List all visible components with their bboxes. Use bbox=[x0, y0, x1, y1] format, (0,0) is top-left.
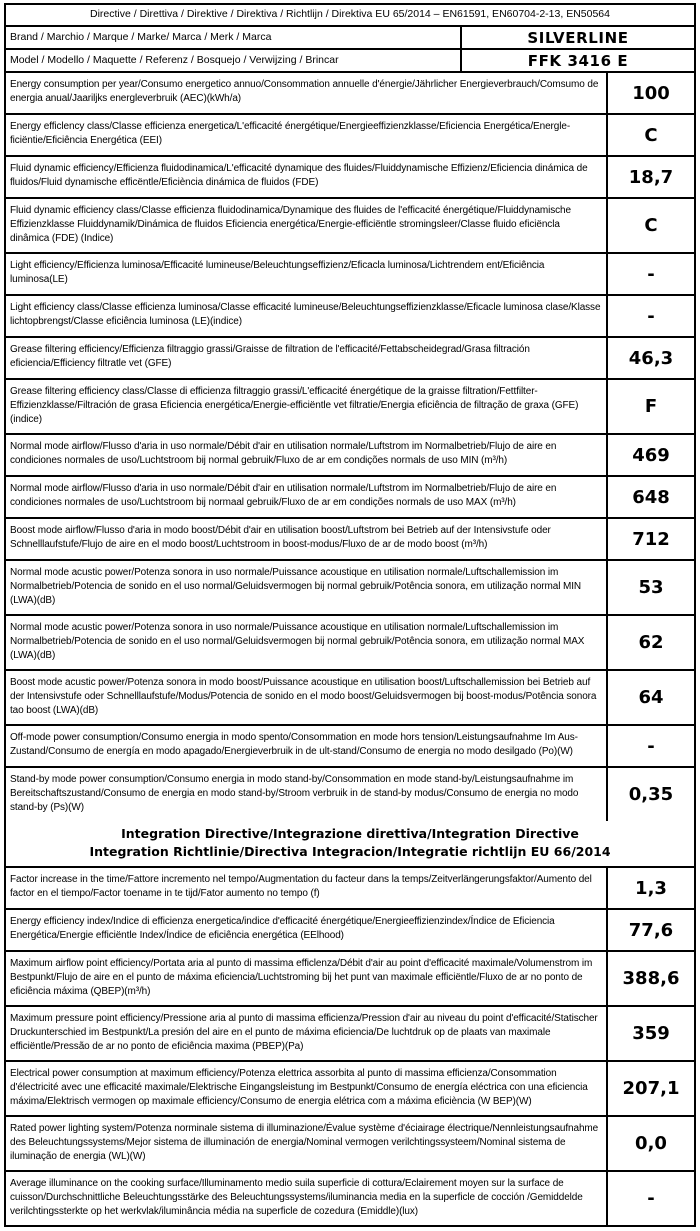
spec-value: 359 bbox=[632, 1023, 670, 1044]
spec-value: 469 bbox=[632, 444, 670, 466]
spec-label: Stand-by mode power consumption/Consumo energia in modo stand-by/Consommation en mode stand-by/Leistungsaufnahme im Bereitschaftszustand/Consumo de energia en modo stand-by/Stroom verbruik in de stand-by modus/Consumo de energia no modo stand-by (Ps)(W) bbox=[6, 768, 608, 821]
spec-value: 64 bbox=[638, 687, 664, 708]
spec-label: Grease filtering efficiency class/Classe di efficienza filtraggio grassi/L'efficacité énergétique de la graisse filtration/Fettfilter-Effizienzklasse/Filtración de grasa Eficiencia energética/Energie-efficiëntle vet filtratie/Energia eficiência de filtração de graxa (GFE)(indice) bbox=[6, 380, 608, 433]
spec-value: 207,1 bbox=[622, 1078, 680, 1099]
spec-value: 62 bbox=[638, 632, 664, 653]
spec-row bbox=[6, 616, 694, 671]
spec-row bbox=[6, 1007, 694, 1062]
integration-line2: Integration Richtlinie/Directiva Integracion/Integratie richtlijn EU 66/2014 bbox=[89, 844, 611, 859]
spec-value: 388,6 bbox=[622, 968, 680, 989]
spec-label: Maximum airflow point efficiency/Portata aria al punto di massima efficlenza/Débit d'air au point d'efficacité maximale/Volumenstrom im Bestpunkt/Flujo de aire en el punto de máxima eficiencia/Luchtstroming bij het punt van maximale efficiëntle/Fluxo de ar no ponto de eficiência máxima (QBEP)(m³/h) bbox=[6, 952, 608, 1005]
spec-label: Fluid dynamic efficiency class/Classe efficienza fluidodinamica/Dynamique des fluides de l'efficacité énergétique/Fluiddynamische Effizienzklasse Fluiddynamik/Dinámica de fluidos Eficiencia energética/Energie-efficiëntle stromingsleer/Classe fluido eficiëncla dinâmica (FDE) (Indice) bbox=[6, 199, 608, 252]
spec-label: Maximum pressure point efficiency/Pressione aria al punto di massima efficienza/Pression d'air au niveau du point d'efficacité/Statischer Druckunterschied im Bestpunkt/La presión del aire en el punto de máxima eficiencia/De luchtdruk op de plaats van maximale efficiëntle/Pressão de ar no ponto de eficiência maxima (PBEP)(Pa) bbox=[6, 1007, 608, 1060]
brand-value: SILVERLINE bbox=[527, 28, 629, 47]
spec-label: Normal mode airflow/Flusso d'aria in uso normale/Débit d'air en utilisation normale/Luftstrom im Normalbetrieb/Flujo de aire en condiciones normales de uso/Luchtstroom bij normal gebruik/Fluxo de ar em condições normals de uso MIN (m³/h) bbox=[6, 435, 608, 475]
spec-row bbox=[6, 671, 694, 726]
spec-value: F bbox=[644, 396, 658, 417]
spec-label: Light efficiency class/Classe efficienza luminosa/Classe efficacité lumineuse/Beleuchtungseffizienzklasse/Eficacle luminosa clase/Klasse lichtopbrengst/Classe eficiência luminosa (LE)(indice) bbox=[6, 296, 608, 336]
spec-value: 46,3 bbox=[628, 347, 674, 369]
spec-row bbox=[6, 296, 694, 338]
spec-row bbox=[6, 952, 694, 1007]
spec-value: C bbox=[644, 124, 658, 146]
spec-row bbox=[6, 561, 694, 616]
spec-value: 1,3 bbox=[635, 877, 667, 899]
spec-row bbox=[6, 1172, 694, 1225]
spec-row bbox=[6, 435, 694, 477]
spec-label: Boost mode acustic power/Potenza sonora in modo boost/Puissance acoustique en utilisation boost/Luftschallemission bei Betrieb auf der Intensivstufe oder Schnelllaufstufe/Modus/Potencia de sonido en el modo boost/Geluidsvermogen bij boost-modus/Potência sonora tao boost (LWA)(dB) bbox=[6, 671, 608, 724]
spec-row bbox=[6, 73, 694, 115]
spec-row bbox=[6, 868, 694, 910]
spec-value: C bbox=[644, 215, 658, 236]
spec-label: Normal mode acustic power/Potenza sonora in uso normale/Puissance acoustique en utilisation normale/Luftschallemission im Normalbetrieb/Potencia de sonido en el uso normal/Geluidsvermogen bij normal gebruik/Potência sonora, em utilização normal MAX (LWA)(dB) bbox=[6, 616, 608, 669]
spec-value: 712 bbox=[632, 528, 670, 550]
spec-value: 0,35 bbox=[628, 784, 674, 805]
spec-row bbox=[6, 254, 694, 296]
spec-value: 18,7 bbox=[628, 166, 674, 188]
spec-label: Fluid dynamic efficiency/Efficienza fluidodinamica/L'efficacité dynamique des fluides/Fluiddynamische Effizienz/Eficiencia dinámica de fluidos/Fluid dynamische efficëntle/Eficiència dinámica de fluidos (FDE) bbox=[6, 157, 608, 197]
model-value: FFK 3416 E bbox=[527, 51, 629, 70]
integration-line1: Integration Directive/Integrazione direttiva/Integration Directive bbox=[121, 826, 579, 841]
spec-row bbox=[6, 477, 694, 519]
model-row bbox=[6, 50, 694, 73]
spec-row bbox=[6, 115, 694, 157]
spec-value: - bbox=[647, 263, 655, 285]
spec-label: Rated power lighting system/Potenza norminale sistema di illuminazione/Évalue système d'éciairage électrique/Nennleistungsaufnahme des Beleuchtungssystems/Mejor sistema de illuminación de energia/Nominal vermogen verilchtingssysteem/Nominal sistema de iluminação de energia (WL)(W) bbox=[6, 1117, 608, 1170]
spec-rows-eu66 bbox=[6, 868, 694, 1225]
spec-value: - bbox=[647, 305, 655, 327]
spec-rows-eu65 bbox=[6, 73, 694, 821]
spec-row bbox=[6, 519, 694, 561]
spec-value: 100 bbox=[632, 82, 670, 104]
spec-row bbox=[6, 157, 694, 199]
spec-value: 648 bbox=[632, 486, 670, 508]
spec-value: - bbox=[647, 735, 655, 757]
spec-label: Light efficiency/Efficienza luminosa/Efficacité lumineuse/Beleuchtungseffizienz/Eficacla luminosa/Lichtrendem ent/Eficiência luminosa(LE) bbox=[6, 254, 608, 294]
spec-label: Normal mode acustic power/Potenza sonora in uso normale/Puissance acoustique en utilisation normale/Luftschallemission im Normalbetrieb/Potencia de sonido en el uso normal/Geluidsvermogen bij normal gebruik/Potência sonora, em utilização normal MIN (LWA)(dB) bbox=[6, 561, 608, 614]
spec-label: Energy consumption per year/Consumo energetico annuo/Consommation annuelle d'énergie/Jährlicher Energieverbrauch/Comsumo de energia anual/Jaariljks energleverbruik (AEC)(kWh/a) bbox=[6, 73, 608, 113]
spec-row bbox=[6, 380, 694, 435]
spec-value: 0,0 bbox=[635, 1133, 667, 1154]
spec-row bbox=[6, 338, 694, 380]
spec-value: - bbox=[647, 1188, 655, 1209]
spec-row bbox=[6, 910, 694, 952]
spec-label: Energy efficiency index/Indice di efficienza energetica/indice d'efficacité énergétique/Energieeffizienzindex/Índice de Eficiencia Energética/Energie efficiëntle Index/Índice de eficiência energética (EElhood) bbox=[6, 910, 608, 950]
brand-label: Brand / Marchio / Marque / Marke/ Marca / Merk / Marca bbox=[6, 27, 462, 48]
spec-value: 77,6 bbox=[628, 919, 674, 941]
model-label: Model / Modello / Maquette / Referenz / Bosquejo / Verwijzing / Brincar bbox=[6, 50, 462, 71]
spec-row bbox=[6, 1062, 694, 1117]
spec-label: Factor increase in the time/Fattore incremento nel tempo/Augmentation du facteur dans la temps/Zeitverlängerungsfaktor/Aumento del factor en el tiempo/Factor toename in te tijd/Fator aumento no tempo (f) bbox=[6, 868, 608, 908]
spec-label: Normal mode airflow/Flusso d'aria in uso normale/Débit d'air en utilisation normale/Luftstrom im Normalbetrieb/Flujo de aire en condiciones normales de uso/Luchtstroom bij normaal gebruik/Fluxo de ar em condições normals de uso MAX (m³/h) bbox=[6, 477, 608, 517]
spec-label: Electrical power consumption at maximum efficiency/Potenza elettrica assorbita al punto di massima efficienza/Consommation d'électricité avec une efficacité maximale/Elektrische Eingangsleistung im Bestpunkt/Consumo de energía eléctrica con una eficiencia máxima/Elektrisch vermogen op maximale efficiency/Consumo de energia elétrica com a máxima eficiència (W BEP)(W) bbox=[6, 1062, 608, 1115]
spec-value: 53 bbox=[638, 577, 664, 598]
spec-label: Grease filtering efficiency/Efficienza filtraggio grassi/Graisse de filtration de l'efficacité/Fettabscheidegrad/Grasa filtración eficiencia/Efficiency filtratle vet (GFE) bbox=[6, 338, 608, 378]
spec-label: Energy efficlency class/Classe efficienza energetica/L'efficacité énergétique/Energieeffizienzklasse/Eficiencia Energética/Energle-ficiëntie/Eficiência Energética (EEI) bbox=[6, 115, 608, 155]
spec-label: Boost mode airflow/Flusso d'aria in modo boost/Débit d'air en utilisation boost/Luftstrom bei Betrieb auf der Intensivstufe oder Schnelllaufstufe/Flujo de aire en el modo boost/Luchtstroom in boost-modus/Fluxo de ar de modo boost (m³/h) bbox=[6, 519, 608, 559]
spec-row bbox=[6, 199, 694, 254]
spec-row bbox=[6, 726, 694, 768]
spec-row bbox=[6, 1117, 694, 1172]
product-fiche-table bbox=[4, 3, 696, 1227]
directive-row bbox=[6, 5, 694, 27]
spec-row bbox=[6, 768, 694, 821]
integration-section-header bbox=[6, 821, 694, 868]
spec-label: Off-mode power consumption/Consumo energia in modo spento/Consommation en mode hors tension/Leistungsaufnahme Im Aus-Zustand/Consumo de energía en modo apagado/Energieverbruik in de ult-stand/Consumo de energia no modo desilgado (Po)(W) bbox=[6, 726, 608, 766]
spec-label: Average illuminance on the cooking surface/Illuminamento medio suila superficie di cottura/Eclairement moyen sur la surface de cuisson/Durchschnittliche Beleuchtungsstärke des Beleuchtungssystems/iluminancia media en la superficle de cocción /Gemiddelde verilchtingssterkte op het werkvlak/iluminância média na superficle de cozedura (Emiddle)(lux) bbox=[6, 1172, 608, 1225]
directive-title: Directive / Direttiva / Direktive / Direktiva / Richtlijn / Direktiva EU 65/2014 – EN61591, EN60704-2-13, EN50564 bbox=[90, 8, 610, 20]
brand-row bbox=[6, 27, 694, 50]
